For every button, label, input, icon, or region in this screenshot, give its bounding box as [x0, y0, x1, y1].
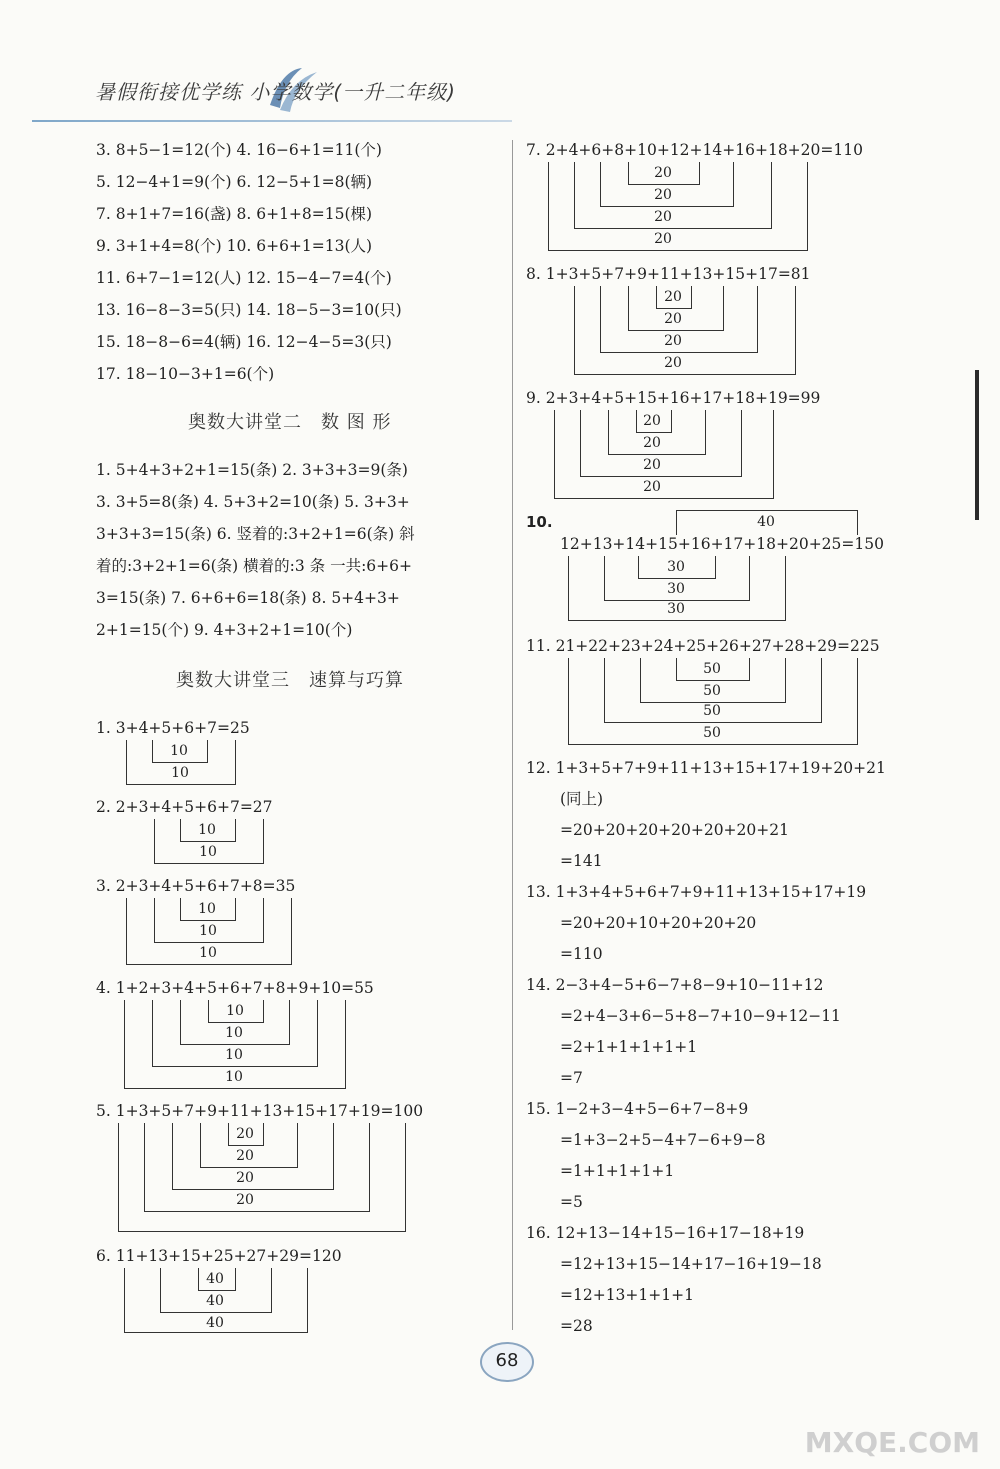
bracket-label: 20 [664, 355, 682, 371]
bracket-label: 10 [199, 923, 217, 939]
bracket-label: 40 [757, 514, 775, 530]
bracket-label: 30 [667, 601, 685, 617]
bracket-label: 20 [654, 165, 672, 181]
answer-line: =141 [560, 852, 603, 870]
answer-line: =110 [560, 945, 603, 963]
problem-equation: 4. 1+2+3+4+5+6+7+8+9+10=55 [96, 979, 374, 997]
answer-line: 7. 8+1+7=16(盏) 8. 6+1+8=15(棵) [96, 205, 373, 223]
bracket-label: 20 [236, 1148, 254, 1164]
bracket-label: 20 [643, 435, 661, 451]
answer-line: 1. 5+4+3+2+1=15(条) 2. 3+3+3=9(条) [96, 461, 408, 479]
bracket-label: 20 [643, 457, 661, 473]
answer-line: =5 [560, 1193, 583, 1211]
bracket-label: 10 [170, 743, 188, 759]
bracket-label: 20 [664, 311, 682, 327]
header-rule [32, 120, 512, 122]
problem-equation: 7. 2+4+6+8+10+12+14+16+18+20=110 [526, 141, 863, 159]
bracket-label: 20 [654, 187, 672, 203]
bracket [574, 286, 796, 375]
answer-line: =2+4−3+6−5+8−7+10−9+12−11 [560, 1007, 841, 1025]
bracket-label: 20 [664, 333, 682, 349]
problem-equation: 9. 2+3+4+5+15+16+17+18+19=99 [526, 389, 821, 407]
bracket-label: 30 [667, 581, 685, 597]
bracket-label: 50 [703, 725, 721, 741]
bracket-label: 40 [206, 1271, 224, 1287]
answer-line: 5. 12−4+1=9(个) 6. 12−5+1=8(辆) [96, 173, 373, 191]
problem-equation: 1. 3+4+5+6+7=25 [96, 719, 250, 737]
bracket-label: 50 [703, 661, 721, 677]
bracket-label: 50 [703, 703, 721, 719]
bracket-label: 40 [206, 1315, 224, 1331]
page-number: 68 [480, 1342, 534, 1382]
problem-equation: 5. 1+3+5+7+9+11+13+15+17+19=100 [96, 1102, 424, 1120]
bracket-label: 10 [199, 844, 217, 860]
answer-line: 14. 2−3+4−5+6−7+8−9+10−11+12 [526, 976, 824, 994]
bracket-label: 20 [654, 231, 672, 247]
answer-line: 3+3+3=15(条) 6. 竖着的:3+2+1=6(条) 斜 [96, 525, 415, 543]
answer-line: =28 [560, 1317, 593, 1335]
answer-line: 3=15(条) 7. 6+6+6=18(条) 8. 5+4+3+ [96, 589, 400, 607]
bracket-label: 10 [171, 765, 189, 781]
bracket [554, 410, 774, 499]
answer-line: 12. 1+3+5+7+9+11+13+15+17+19+20+21 [526, 759, 886, 777]
column-divider [512, 140, 513, 1330]
problem-equation: 2. 2+3+4+5+6+7=27 [96, 798, 273, 816]
bracket-label: 20 [236, 1170, 254, 1186]
answer-line: (同上) [560, 790, 604, 808]
bracket-label: 20 [643, 479, 661, 495]
answer-line: =1+3−2+5−4+7−6+9−8 [560, 1131, 766, 1149]
page-edge-mark [975, 370, 979, 520]
section-title-3: 奥数大讲堂三 速算与巧算 [176, 670, 404, 691]
answer-line: 3. 8+5−1=12(个) 4. 16−6+1=11(个) [96, 141, 382, 159]
answer-line: 15. 1−2+3−4+5−6+7−8+9 [526, 1100, 749, 1118]
bracket-label: 20 [654, 209, 672, 225]
answer-line: =7 [560, 1069, 583, 1087]
bracket-label: 20 [236, 1192, 254, 1208]
bracket-label: 10 [226, 1003, 244, 1019]
bracket-label: 10 [198, 822, 216, 838]
answer-line: 2+1=15(个) 9. 4+3+2+1=10(个) [96, 621, 353, 639]
bracket-label: 40 [206, 1293, 224, 1309]
answer-line: =20+20+10+20+20+20 [560, 914, 757, 932]
answer-line: =12+13+1+1+1 [560, 1286, 694, 1304]
answer-line: 17. 18−10−3+1=6(个) [96, 365, 275, 383]
bracket-label: 20 [643, 413, 661, 429]
bracket-label: 30 [667, 559, 685, 575]
problem-number: 10. [526, 513, 553, 531]
answer-line: 着的:3+2+1=6(条) 横着的:3 条 一共:6+6+ [96, 557, 413, 575]
bracket-label: 10 [198, 901, 216, 917]
answer-line: 9. 3+1+4=8(个) 10. 6+6+1=13(人) [96, 237, 373, 255]
answer-line: 3. 3+5=8(条) 4. 5+3+2=10(条) 5. 3+3+ [96, 493, 410, 511]
bracket-label: 20 [664, 289, 682, 305]
bracket [118, 1123, 406, 1232]
answer-line: 13. 1+3+4+5+6+7+9+11+13+15+17+19 [526, 883, 867, 901]
bracket [548, 162, 808, 251]
bracket-label: 10 [199, 945, 217, 961]
watermark: MXQE.COM [804, 1426, 980, 1459]
problem-equation: 3. 2+3+4+5+6+7+8=35 [96, 877, 296, 895]
answer-line: =12+13+15−14+17−16+19−18 [560, 1255, 822, 1273]
answer-line: 11. 6+7−1=12(人) 12. 15−4−7=4(个) [96, 269, 392, 287]
problem-equation: 11. 21+22+23+24+25+26+27+28+29=225 [526, 637, 880, 655]
bracket-label: 10 [225, 1047, 243, 1063]
bracket-label: 10 [225, 1025, 243, 1041]
answer-line: 16. 12+13−14+15−16+17−18+19 [526, 1224, 805, 1242]
answer-line: =2+1+1+1+1+1 [560, 1038, 698, 1056]
answer-line: 13. 16−8−3=5(只) 14. 18−5−3=10(只) [96, 301, 402, 319]
header-title: 暑假衔接优学练 小学数学(一升二年级) [95, 80, 456, 104]
answer-line: 15. 18−8−6=4(辆) 16. 12−4−5=3(只) [96, 333, 392, 351]
answer-line: =20+20+20+20+20+20+21 [560, 821, 789, 839]
bracket-label: 20 [236, 1126, 254, 1142]
bracket-label: 50 [703, 683, 721, 699]
section-title-2: 奥数大讲堂二 数 图 形 [188, 412, 392, 433]
problem-equation: 8. 1+3+5+7+9+11+13+15+17=81 [526, 265, 811, 283]
bracket-label: 10 [225, 1069, 243, 1085]
answer-line: =1+1+1+1+1 [560, 1162, 675, 1180]
problem-equation: 12+13+14+15+16+17+18+20+25=150 [560, 535, 884, 553]
problem-equation: 6. 11+13+15+25+27+29=120 [96, 1247, 342, 1265]
